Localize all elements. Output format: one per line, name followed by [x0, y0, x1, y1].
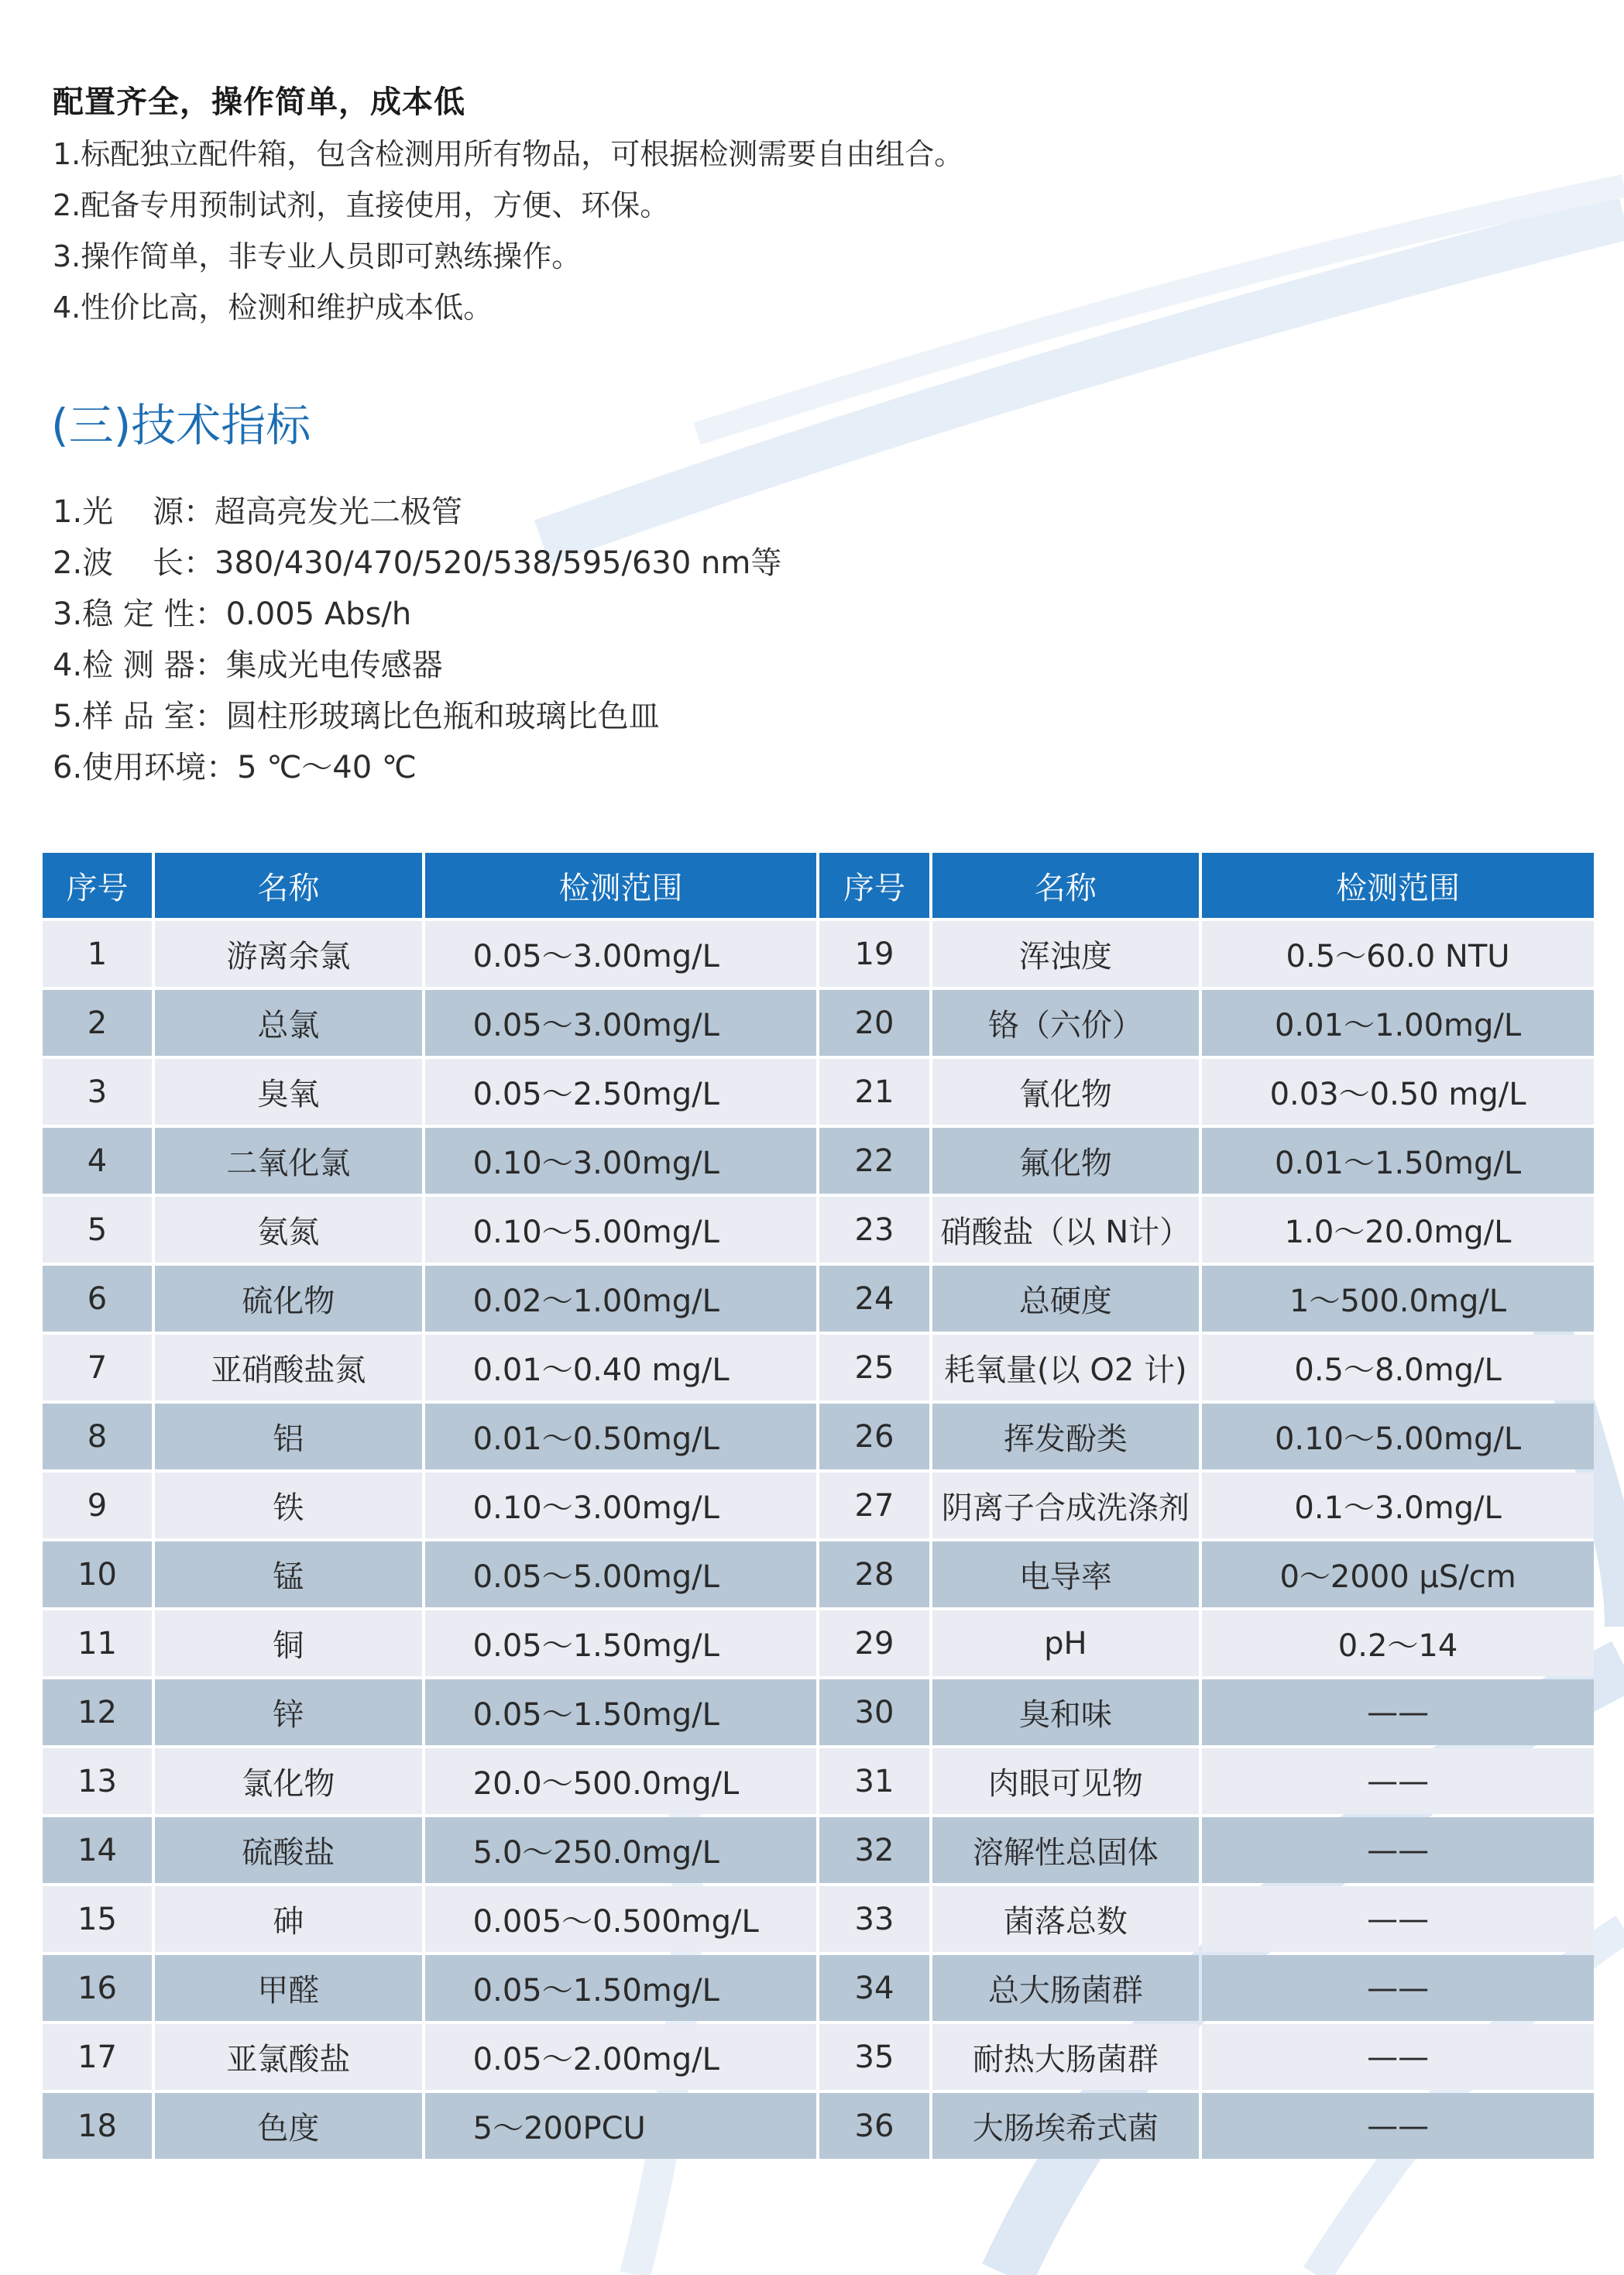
cell-range: 0.01～0.40 mg/L — [425, 1335, 817, 1400]
cell-range: 0.10～3.00mg/L — [425, 1128, 817, 1194]
spec-item: 4.检 测 器：集成光电传感器 — [53, 648, 443, 683]
header-range: 检测范围 — [1202, 853, 1594, 918]
cell-number: 17 — [43, 2024, 152, 2090]
cell-name: 色度 — [155, 2093, 422, 2159]
table-row — [43, 921, 1594, 987]
cell-name: 硫化物 — [155, 1266, 422, 1332]
cell-name: 总硬度 — [932, 1266, 1200, 1332]
table-row — [43, 1955, 1594, 2021]
cell-range: 0.05～3.00mg/L — [425, 990, 817, 1056]
header-number: 序号 — [43, 853, 152, 918]
cell-number: 20 — [819, 990, 929, 1056]
cell-range: 0.05～1.50mg/L — [425, 1679, 817, 1745]
cell-name: 砷 — [155, 1886, 422, 1952]
cell-number: 31 — [819, 1748, 929, 1814]
cell-name: 二氧化氯 — [155, 1128, 422, 1194]
cell-range: —— — [1202, 1748, 1594, 1814]
cell-number: 9 — [43, 1473, 152, 1538]
cell-number: 2 — [43, 990, 152, 1056]
section-heading: (三)技术指标 — [51, 399, 311, 452]
cell-number: 3 — [43, 1059, 152, 1125]
cell-name: 氯化物 — [155, 1748, 422, 1814]
cell-number: 34 — [819, 1955, 929, 2021]
cell-number: 33 — [819, 1886, 929, 1952]
cell-range: 0.1～3.0mg/L — [1202, 1473, 1594, 1538]
table-body — [43, 921, 1594, 2159]
table-row — [43, 1541, 1594, 1607]
cell-range: —— — [1202, 2093, 1594, 2159]
features-title: 配置齐全，操作简单，成本低 — [53, 84, 465, 120]
cell-name: 硫酸盐 — [155, 1817, 422, 1883]
cell-number: 6 — [43, 1266, 152, 1332]
cell-range: 0.01～0.50mg/L — [425, 1404, 817, 1469]
cell-range: 0.01～1.50mg/L — [1202, 1128, 1594, 1194]
cell-range: 0.5～60.0 NTU — [1202, 921, 1594, 987]
parameters-table — [39, 850, 1597, 2162]
table-row — [43, 1817, 1594, 1883]
cell-name: 浑浊度 — [932, 921, 1200, 987]
cell-range: 5.0～250.0mg/L — [425, 1817, 817, 1883]
cell-number: 12 — [43, 1679, 152, 1745]
spec-list — [53, 486, 781, 793]
feature-item: 1.标配独立配件箱，包含检测用所有物品，可根据检测需要自由组合。 — [53, 137, 964, 171]
cell-range: 0.02～1.00mg/L — [425, 1266, 817, 1332]
cell-name: 锌 — [155, 1679, 422, 1745]
cell-number: 5 — [43, 1197, 152, 1263]
cell-range: —— — [1202, 1679, 1594, 1745]
cell-name: 总氯 — [155, 990, 422, 1056]
cell-name: 氨氮 — [155, 1197, 422, 1263]
cell-range: 1.0～20.0mg/L — [1202, 1197, 1594, 1263]
cell-number: 18 — [43, 2093, 152, 2159]
cell-number: 8 — [43, 1404, 152, 1469]
cell-number: 29 — [819, 1610, 929, 1676]
cell-number: 14 — [43, 1817, 152, 1883]
cell-range: 0.10～5.00mg/L — [425, 1197, 817, 1263]
cell-name: 亚硝酸盐氮 — [155, 1335, 422, 1400]
cell-range: 0.05～3.00mg/L — [425, 921, 817, 987]
cell-number: 26 — [819, 1404, 929, 1469]
table-row — [43, 2093, 1594, 2159]
table-row — [43, 1748, 1594, 1814]
feature-item: 4.性价比高，检测和维护成本低。 — [53, 290, 493, 325]
feature-item: 3.操作简单，非专业人员即可熟练操作。 — [53, 239, 582, 273]
cell-name: 电导率 — [932, 1541, 1200, 1607]
cell-name: 亚氯酸盐 — [155, 2024, 422, 2090]
cell-range: 0.05～2.00mg/L — [425, 2024, 817, 2090]
table-row — [43, 1404, 1594, 1469]
cell-name: 铬（六价） — [932, 990, 1200, 1056]
cell-name: 总大肠菌群 — [932, 1955, 1200, 2021]
spec-item: 5.样 品 室：圆柱形玻璃比色瓶和玻璃比色皿 — [53, 699, 660, 734]
cell-range: —— — [1202, 2024, 1594, 2090]
cell-range: 0.05～2.50mg/L — [425, 1059, 817, 1125]
cell-name: 肉眼可见物 — [932, 1748, 1200, 1814]
cell-number: 21 — [819, 1059, 929, 1125]
cell-name: 硝酸盐（以 N计） — [932, 1197, 1200, 1263]
features-list — [53, 129, 963, 333]
table-row — [43, 2024, 1594, 2090]
cell-number: 11 — [43, 1610, 152, 1676]
table-row — [43, 1473, 1594, 1538]
cell-number: 1 — [43, 921, 152, 987]
cell-range: 0.03～0.50 mg/L — [1202, 1059, 1594, 1125]
cell-number: 10 — [43, 1541, 152, 1607]
cell-range: 0.5～8.0mg/L — [1202, 1335, 1594, 1400]
cell-range: 0～2000 μS/cm — [1202, 1541, 1594, 1607]
cell-name: 大肠埃希式菌 — [932, 2093, 1200, 2159]
cell-name: pH — [932, 1610, 1200, 1676]
header-range: 检测范围 — [425, 853, 817, 918]
cell-name: 氟化物 — [932, 1128, 1200, 1194]
cell-number: 22 — [819, 1128, 929, 1194]
cell-range: 0.05～5.00mg/L — [425, 1541, 817, 1607]
cell-name: 铜 — [155, 1610, 422, 1676]
cell-range: 0.005～0.500mg/L — [425, 1886, 817, 1952]
cell-name: 臭氧 — [155, 1059, 422, 1125]
cell-name: 耐热大肠菌群 — [932, 2024, 1200, 2090]
header-name: 名称 — [155, 853, 422, 918]
spec-item: 6.使用环境：5 ℃～40 ℃ — [53, 750, 417, 785]
cell-name: 氰化物 — [932, 1059, 1200, 1125]
cell-range: 0.05～1.50mg/L — [425, 1955, 817, 2021]
table-row — [43, 1679, 1594, 1745]
cell-range: —— — [1202, 1817, 1594, 1883]
cell-number: 30 — [819, 1679, 929, 1745]
cell-range: 0.2～14 — [1202, 1610, 1594, 1676]
table-row — [43, 1266, 1594, 1332]
cell-number: 32 — [819, 1817, 929, 1883]
table-row — [43, 1335, 1594, 1400]
spec-item: 3.稳 定 性：0.005 Abs/h — [53, 596, 412, 632]
cell-name: 锰 — [155, 1541, 422, 1607]
cell-range: —— — [1202, 1955, 1594, 2021]
cell-name: 甲醛 — [155, 1955, 422, 2021]
cell-number: 13 — [43, 1748, 152, 1814]
cell-range: 5～200PCU — [425, 2093, 817, 2159]
table-row — [43, 1059, 1594, 1125]
cell-number: 36 — [819, 2093, 929, 2159]
cell-name: 铝 — [155, 1404, 422, 1469]
cell-range: 0.10～5.00mg/L — [1202, 1404, 1594, 1469]
cell-range: 0.10～3.00mg/L — [425, 1473, 817, 1538]
table-row — [43, 1197, 1594, 1263]
cell-name: 阴离子合成洗涤剂 — [932, 1473, 1200, 1538]
table-header-row — [43, 853, 1594, 918]
table-row — [43, 1610, 1594, 1676]
spec-item: 1.光 源：超高亮发光二极管 — [53, 494, 463, 530]
cell-name: 臭和味 — [932, 1679, 1200, 1745]
cell-number: 35 — [819, 2024, 929, 2090]
cell-name: 溶解性总固体 — [932, 1817, 1200, 1883]
table-row — [43, 1128, 1594, 1194]
cell-name: 挥发酚类 — [932, 1404, 1200, 1469]
cell-number: 16 — [43, 1955, 152, 2021]
cell-number: 4 — [43, 1128, 152, 1194]
feature-item: 2.配备专用预制试剂，直接使用，方便、环保。 — [53, 188, 670, 222]
cell-name: 铁 — [155, 1473, 422, 1538]
cell-range: 1～500.0mg/L — [1202, 1266, 1594, 1332]
cell-number: 23 — [819, 1197, 929, 1263]
cell-number: 25 — [819, 1335, 929, 1400]
table-row — [43, 1886, 1594, 1952]
header-name: 名称 — [932, 853, 1200, 918]
cell-name: 菌落总数 — [932, 1886, 1200, 1952]
cell-number: 7 — [43, 1335, 152, 1400]
header-number: 序号 — [819, 853, 929, 918]
table-row — [43, 990, 1594, 1056]
cell-number: 19 — [819, 921, 929, 987]
cell-number: 24 — [819, 1266, 929, 1332]
cell-range: 20.0～500.0mg/L — [425, 1748, 817, 1814]
cell-number: 28 — [819, 1541, 929, 1607]
cell-name: 耗氧量(以 O2 计) — [932, 1335, 1200, 1400]
cell-number: 27 — [819, 1473, 929, 1538]
cell-number: 15 — [43, 1886, 152, 1952]
cell-range: —— — [1202, 1886, 1594, 1952]
spec-item: 2.波 长：380/430/470/520/538/595/630 nm等 — [53, 545, 782, 581]
cell-range: 0.01～1.00mg/L — [1202, 990, 1594, 1056]
cell-name: 游离余氯 — [155, 921, 422, 987]
cell-range: 0.05～1.50mg/L — [425, 1610, 817, 1676]
